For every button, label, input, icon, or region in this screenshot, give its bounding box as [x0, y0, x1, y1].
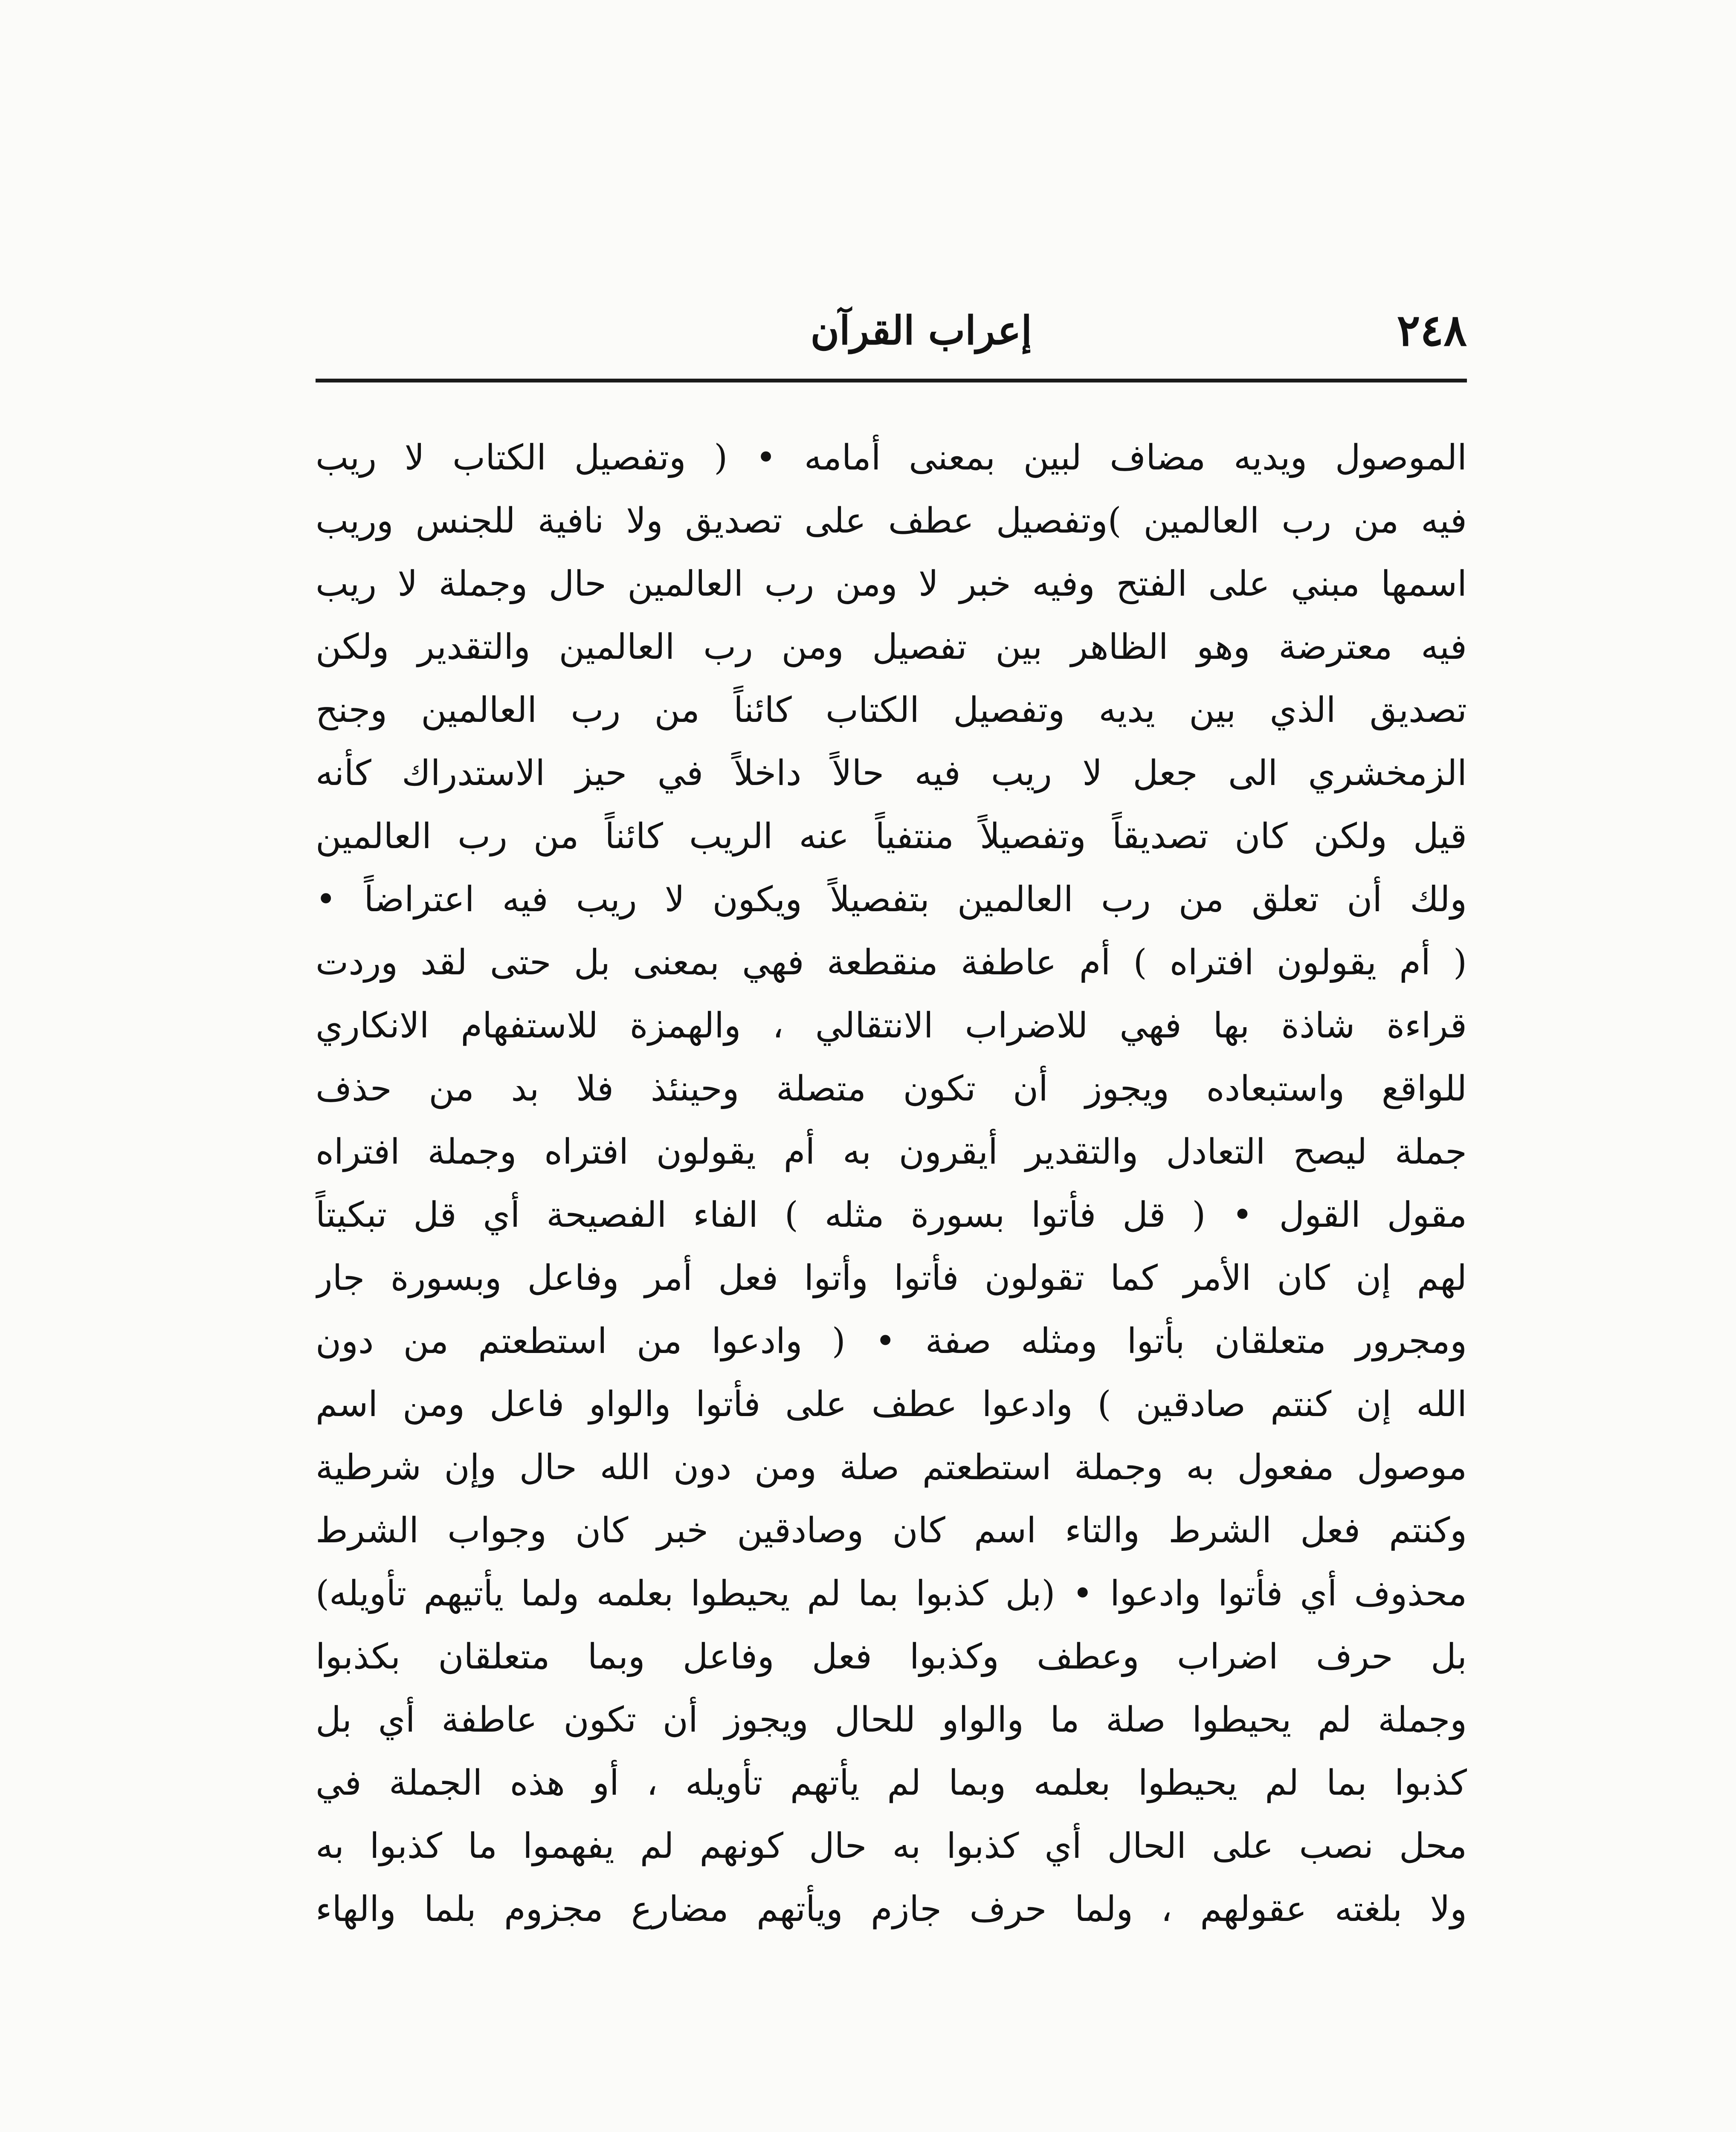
text-line: محذوف أي فأتوا وادعوا • (بل كذبوا بما لم يحيطوا بعلمه ولما يأتيهم تأويله) [316, 1573, 1467, 1614]
text-line: محل نصب على الحال أي كذبوا به حال كونهم لم يفهموا ما كذبوا به [316, 1826, 1467, 1866]
text-line: ( أم يقولون افتراه ) أم عاطفة منقطعة فهي بمعنى بل حتى لقد وردت [316, 942, 1467, 983]
text-line: كذبوا بما لم يحيطوا بعلمه وبما لم يأتهم تأويله ، أو هذه الجملة في [316, 1763, 1467, 1803]
text-line: جملة ليصح التعادل والتقدير أيقرون به أم يقولون افتراه وجملة افتراه [316, 1132, 1467, 1172]
text-line: مقول القول • ( قل فأتوا بسورة مثله ) الفاء الفصيحة أي قل تبكيتاً [316, 1195, 1467, 1235]
text-line: للواقع واستبعاده ويجوز أن تكون متصلة وحينئذ فلا بد من حذف [316, 1069, 1467, 1109]
text-line: وجملة لم يحيطوا صلة ما والواو للحال ويجوز أن تكون عاطفة أي بل [316, 1700, 1467, 1740]
text-line: فيه من رب العالمين )وتفصيل عطف على تصديق ولا نافية للجنس وريب [316, 501, 1467, 541]
body-text [316, 426, 1467, 1941]
text-line: الزمخشري الى جعل لا ريب فيه حالاً داخلاً في حيز الاستدراك كأنه [316, 753, 1467, 794]
book-title: إعراب القرآن [810, 307, 1032, 353]
text-line: فيه معترضة وهو الظاهر بين تفصيل ومن رب العالمين والتقدير ولكن [316, 627, 1467, 667]
text-line: قراءة شاذة بها فهي للاضراب الانتقالي ، والهمزة للاستفهام الانكاري [316, 1005, 1467, 1046]
text-line: وكنتم فعل الشرط والتاء اسم كان وصادقين خبر كان وجواب الشرط [316, 1510, 1467, 1551]
text-line: تصديق الذي بين يديه وتفصيل الكتاب كائناً من رب العالمين وجنح [316, 690, 1467, 730]
header-divider [316, 379, 1467, 382]
page-header [316, 298, 1467, 367]
text-line: الموصول ويديه مضاف لبين بمعنى أمامه • ( وتفصيل الكتاب لا ريب [316, 437, 1467, 478]
text-line: ولك أن تعلق من رب العالمين بتفصيلاً ويكون لا ريب فيه اعتراضاً • [316, 879, 1467, 920]
text-line: بل حرف اضراب وعطف وكذبوا فعل وفاعل وبما متعلقان بكذبوا [316, 1637, 1467, 1677]
text-line: ومجرور متعلقان بأتوا ومثله صفة • ( وادعوا من استطعتم من دون [316, 1321, 1467, 1361]
page-number: ٢٤٨ [1397, 305, 1467, 356]
text-line: اسمها مبني على الفتح وفيه خبر لا ومن رب العالمين حال وجملة لا ريب [316, 564, 1467, 604]
text-line: ولا بلغته عقولهم ، ولما حرف جازم ويأتهم مضارع مجزوم بلما والهاء [316, 1889, 1467, 1929]
text-line: قيل ولكن كان تصديقاً وتفصيلاً منتفياً عنه الريب كائناً من رب العالمين [316, 816, 1467, 857]
text-line: لهم إن كان الأمر كما تقولون فأتوا وأتوا فعل أمر وفاعل وبسورة جار [316, 1258, 1467, 1298]
text-line: موصول مفعول به وجملة استطعتم صلة ومن دون الله حال وإن شرطية [316, 1447, 1467, 1488]
text-line: الله إن كنتم صادقين ) وادعوا عطف على فأتوا والواو فاعل ومن اسم [316, 1384, 1467, 1425]
